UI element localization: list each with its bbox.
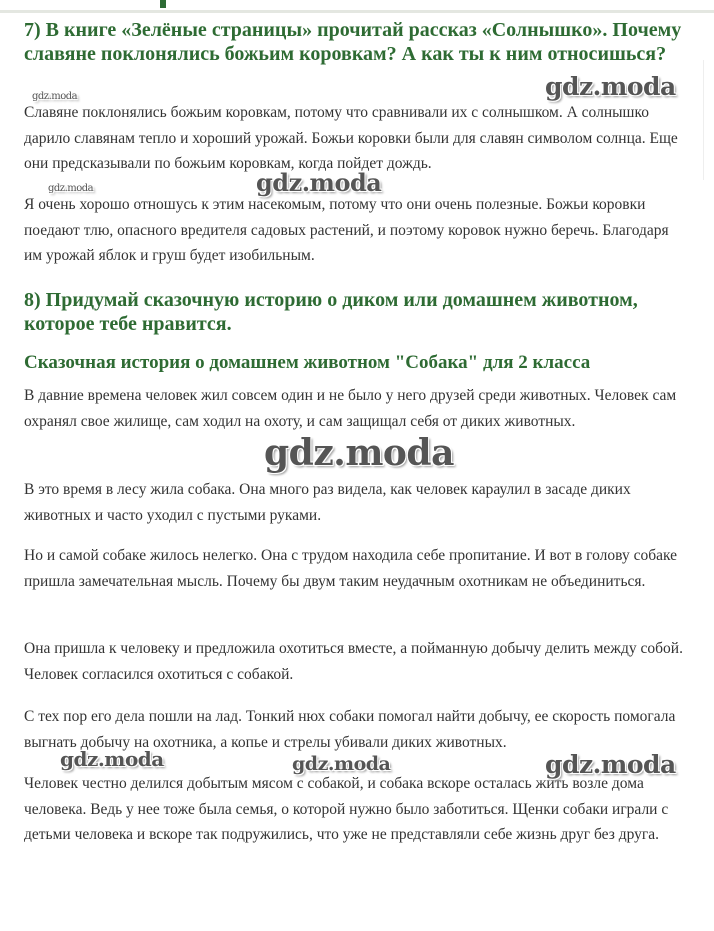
task7-heading: 7) В книге «Зелёные страницы» прочитай рассказ «Солнышко». Почему славяне поклонялись божьим коровкам? А как ты к ним относишься? <box>24 19 682 65</box>
story-paragraph: С тех пор его дела пошли на лад. Тонкий нюх собаки помогал найти добычу, ее скорость помогала выгнать добычу на охотника, а копье и стрелы убивали диких животных. <box>24 708 676 751</box>
watermark: gdz.moda <box>264 432 454 474</box>
watermark: gdz.moda <box>545 72 676 101</box>
top-divider <box>0 10 714 13</box>
scrollbar[interactable] <box>703 60 714 180</box>
watermark: gdz.moda <box>32 91 78 102</box>
task7-paragraph: Я очень хорошо отношусь к этим насекомым, потому что они очень полезные. Божьи коровки поедают тлю, опасного вредителя садовых растений, и поэтому коровок нужно беречь. Благодаря им урожай яблок и груш будет изобильным. <box>24 196 669 264</box>
story-paragraph: В давние времена человек жил совсем один и не было у него друзей среди животных. Человек сам охранял свое жилище, сам ходил на охоту, и сам защищал себя от диких животных. <box>24 387 677 430</box>
story-paragraph: Она пришла к человеку и предложила охотиться вместе, а пойманную добычу делить между собой. Человек согласился охотиться с собакой. <box>24 640 683 683</box>
watermark: gdz.moda <box>292 753 391 775</box>
watermark: gdz.moda <box>256 168 382 197</box>
watermark: gdz.moda <box>60 747 164 771</box>
task7-paragraph: Славяне поклонялись божьим коровкам, потому что сравнивали их с солнышком. А солнышко дарило славянам тепло и хороший урожай. Божьи коровки были для славян символом солнца. Еще они предсказывали по божьим коровкам, когда пойдет дождь. <box>24 104 678 172</box>
story-paragraph: Человек честно делился добытым мясом с собакой, и собака вскоре осталась жить возле дома человека. Ведь у нее тоже была семья, о которой нужно было заботиться. Щенки собаки играли с детьми человека и вскоре так подружились, что уже не представляли себе жизнь друг без друга. <box>24 775 669 843</box>
watermark: gdz.moda <box>545 750 676 779</box>
story-title: Сказочная история о домашнем животном "Собака" для 2 класса <box>24 352 591 373</box>
task8-heading: 8) Придумай сказочную историю о диком или домашнем животном, которое тебе нравится. <box>24 289 638 335</box>
top-accent <box>160 0 166 8</box>
story-paragraph: Но и самой собаке жилось нелегко. Она с трудом находила себе пропитание. И вот в голову собаке пришла замечательная мысль. Почему бы двум таким неудачным охотникам не объединиться. <box>24 547 677 590</box>
story-paragraph: В это время в лесу жила собака. Она много раз видела, как человек караулил в засаде диких животных и часто уходил с пустыми руками. <box>24 481 631 524</box>
watermark: gdz.moda <box>48 183 94 194</box>
